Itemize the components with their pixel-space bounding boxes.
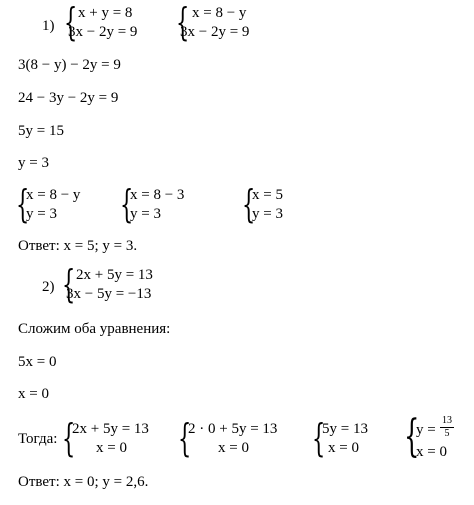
step-equation: 5y = 15 xyxy=(18,123,64,139)
part1-label: 1) xyxy=(42,18,55,34)
equation: y = 3 xyxy=(252,206,283,222)
equation: x = 8 − 3 xyxy=(130,187,185,203)
equation: x = 5 xyxy=(252,187,283,203)
equation: y = 3 xyxy=(26,206,57,222)
equation: x = 0 xyxy=(96,440,127,456)
equation: 2 · 0 + 5y = 13 xyxy=(188,421,278,437)
sum-text: Сложим оба уравнения: xyxy=(18,321,171,337)
equation: x + y = 8 xyxy=(78,5,133,21)
equation: 3x − 2y = 9 xyxy=(68,24,138,40)
equation: y = 3 xyxy=(130,206,161,222)
brace-icon: { xyxy=(312,416,326,460)
part1-answer: Ответ: x = 5; y = 3. xyxy=(18,238,138,254)
equation: x = 0 xyxy=(218,440,249,456)
equation: x = 8 − y xyxy=(192,5,247,21)
brace-icon: { xyxy=(176,0,190,44)
brace-icon: { xyxy=(242,182,256,226)
fraction-numerator: 13 xyxy=(442,415,452,426)
step-equation: 3(8 − y) − 2y = 9 xyxy=(18,57,121,73)
equation: 3x − 5y = −13 xyxy=(66,286,152,302)
equation: 3x − 2y = 9 xyxy=(180,24,250,40)
part2-answer: Ответ: x = 0; y = 2,6. xyxy=(18,474,149,490)
equation: x = 0 xyxy=(328,440,359,456)
brace-icon: { xyxy=(16,182,30,226)
equation: 2x + 5y = 13 xyxy=(76,267,153,283)
then-label: Тогда: xyxy=(18,431,58,447)
equation: y = xyxy=(416,422,436,438)
step-equation: y = 3 xyxy=(18,155,49,171)
equation: x = 0 xyxy=(416,444,447,460)
step-equation: x = 0 xyxy=(18,386,49,402)
equation: x = 8 − y xyxy=(26,187,81,203)
brace-icon: { xyxy=(404,411,420,462)
brace-icon: { xyxy=(178,416,192,460)
fraction-denominator: 5 xyxy=(444,428,450,439)
brace-icon: { xyxy=(64,0,78,44)
fraction xyxy=(440,416,454,439)
brace-icon: { xyxy=(62,416,76,460)
part2-label: 2) xyxy=(42,279,55,295)
brace-icon: { xyxy=(62,262,76,306)
equation: 2x + 5y = 13 xyxy=(72,421,149,437)
step-equation: 5x = 0 xyxy=(18,354,57,370)
brace-icon: { xyxy=(120,182,134,226)
step-equation: 24 − 3y − 2y = 9 xyxy=(18,90,119,106)
equation: 5y = 13 xyxy=(322,421,368,437)
